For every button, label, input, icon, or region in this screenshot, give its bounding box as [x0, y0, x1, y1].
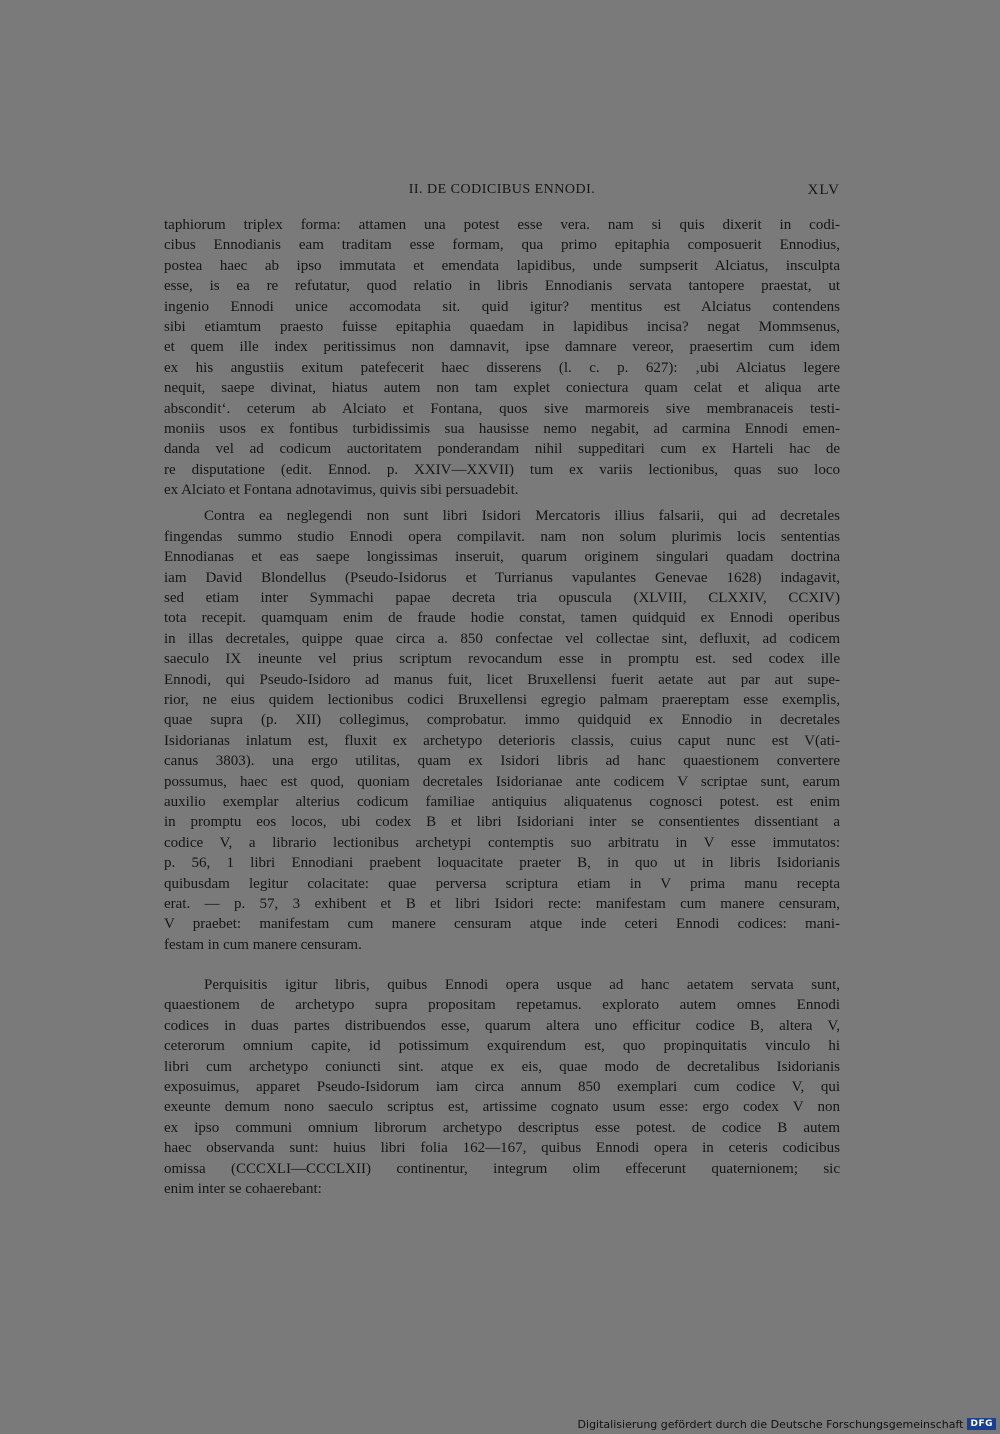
text-line: festam in cum manere censuram.	[164, 936, 362, 953]
text-line: ex his angustiis exitum patefecerit haec disserens (l. c. p. 627): ‚ubi Alciatus legere	[164, 359, 840, 376]
text-line: quibusdam legitur colacitate: quae perversa scriptura etiam in V prima manu recepta	[164, 875, 840, 892]
text-line: codice V, a librario lectionibus archetypi contemptis suo arbitratu in V esse immutatos:	[164, 834, 840, 851]
text-line: exeunte demum nono saeculo scriptus est, artissime cognato usum esse: ergo codex V non	[164, 1099, 840, 1116]
text-line: V praebet: manifestam cum manere censuram atque inde ceteri Ennodi codices: mani-	[164, 916, 840, 933]
footer-credit	[578, 1416, 996, 1432]
text-line: possumus, haec est quod, quoniam decretales Isidorianae ante codicem V scriptae sunt, earum	[164, 773, 840, 790]
text-line: Ennodi, qui Pseudo-Isidoro ad manus fuit, licet Bruxellensi fuerit aetate aut par aut supe-	[164, 671, 840, 688]
text-line: rior, ne eius quidem lectionibus codici Bruxellensi egregio palmam praereptam esse exemplis,	[164, 691, 840, 708]
text-line: in illas decretales, quippe quae circa a. 850 confectae vel collectae sint, defluxit, ad codicem	[164, 630, 840, 647]
paragraph	[164, 215, 840, 500]
text-line: auxilio exemplar alterius codicum familiae antiquius aliquatenus cognosci potest. est enim	[164, 793, 840, 810]
text-line: omissa (CCCXLI—CCCLXII) continentur, integrum olim effecerunt quaternionem; sic	[164, 1160, 840, 1177]
text-line: nequit, saepe divinat, hiatus autem non tam explet coniectura quam celat et aliqua arte	[164, 380, 840, 397]
text-line: fingendas summo studio Ennodi opera compilavit. nam non solum plurimis locis sententias	[164, 528, 840, 545]
text-line: et quem ille index peritissimus non damnavit, ipse damnare vereor, praesertim cum idem	[164, 339, 840, 356]
body-text	[164, 215, 840, 1205]
text-line: ex Alciato et Fontana adnotavimus, quivis sibi persuadebit.	[164, 482, 519, 499]
text-line: esse, is ea re refutatur, quod relatio in libris Ennodianis servata tantopere praestat, ut	[164, 278, 840, 295]
text-line: libri cum archetypo coniuncti sint. atque ex eis, quae modo de decretalibus Isidorianis	[164, 1058, 840, 1075]
text-line: enim inter se cohaerebant:	[164, 1180, 322, 1197]
text-line: cibus Ennodianis eam traditam esse formam, qua primo epitaphia composuerit Ennodius,	[164, 237, 840, 254]
text-line: codices in duas partes distribuendos esse, quarum altera uno efficitur codice B, altera V,	[164, 1017, 840, 1034]
paragraph	[164, 975, 840, 1199]
text-line: tota recepit. quamquam enim de fraude hodie constat, tamen quidquid ex Ennodi operibus	[164, 610, 840, 627]
text-line: saeculo IX ineunte vel prius scriptum revocandum esse in promptu est. sed codex ille	[164, 651, 840, 668]
text-line: ex ipso communi omnium librorum archetypo descriptus esse potest. de codice B autem	[164, 1119, 840, 1136]
text-line: moniis usos ex fontibus turbidissimis sua hausisse nemo negabit, ad carmina Ennodi emen-	[164, 420, 840, 437]
text-line: taphiorum triplex forma: attamen una potest esse vera. nam si quis dixerit in codi-	[164, 217, 840, 233]
running-head	[164, 182, 840, 204]
text-line: iam David Blondellus (Pseudo-Isidorus et Turrianus vapulantes Genevae 1628) indagavit,	[164, 569, 840, 586]
text-line: in promptu eos locos, ubi codex B et libri Isidoriani inter se consentientes dissentiant a	[164, 814, 840, 831]
text-line: Perquisitis igitur libris, quibus Ennodi opera usque ad hanc aetatem servata sunt,	[204, 977, 840, 994]
paragraph	[164, 506, 840, 955]
text-line: abscondit‘. ceterum ab Alciato et Fontana, quos sive marmoreis sive membranaceis testi-	[164, 400, 840, 417]
dfg-logo-icon: DFG	[967, 1418, 996, 1430]
text-line: canus 3803). una ergo utilitas, quam ex Isidori libris ad hanc quaestionem convertere	[164, 753, 840, 770]
text-line: re disputatione (edit. Ennod. p. XXIV—XXVII) tum ex variis lectionibus, quas suo loco	[164, 461, 840, 478]
text-line: Contra ea neglegendi non sunt libri Isidori Mercatoris illius falsarii, qui ad decretales	[204, 508, 840, 525]
text-line: p. 56, 1 libri Ennodiani praebent loquacitate praeter B, in quo ut in libris Isidorianis	[164, 855, 840, 872]
text-line: ingenio Ennodi unice accomodata sit. quid igitur? mentitus est Alciatus contendens	[164, 298, 840, 315]
footer-text: Digitalisierung gefördert durch die Deutsche Forschungsgemeinschaft	[577, 1417, 964, 1431]
text-line: erat. — p. 57, 3 exhibent et B et libri Isidori recte: manifestam cum manere censuram,	[164, 895, 840, 912]
text-line: postea haec ab ipso immutata et emendata lapidibus, unde sumpserit Alciatus, insculpta	[164, 257, 840, 274]
text-line: quae supra (p. XII) collegimus, comprobatur. immo quidquid ex Ennodio in decretales	[164, 712, 840, 729]
text-line: danda vel ad codicum auctoritatem ponderandam nihil suppeditari cum ex Harteli hac de	[164, 441, 840, 458]
text-line: Ennodianas et eas saepe longissimas inseruit, quarum originem singulari quadam doctrina	[164, 549, 840, 566]
text-line: Isidorianas inlatum est, fluxit ex archetypo deterioris classis, cuius caput nunc est V(ati-	[164, 732, 840, 749]
text-line: ceterorum omnium capite, id potissimum exquirendum est, quo propinquitatis vinculo hi	[164, 1038, 840, 1055]
page-number: XLV	[807, 182, 840, 198]
text-line: haec observanda sunt: huius libri folia 162—167, quibus Ennodi opera in ceteris codicibus	[164, 1140, 840, 1157]
text-line: sed etiam inter Symmachi papae decreta tria opuscula (XLVIII, CLXXIV, CCXIV)	[164, 590, 840, 607]
text-line: exposuimus, apparet Pseudo-Isidorum iam circa annum 850 exemplari cum codice V, qui	[164, 1079, 840, 1096]
text-line: quaestionem de archetypo supra propositam repetamus. explorato autem omnes Ennodi	[164, 997, 840, 1014]
running-title: II. DE CODICIBUS ENNODI.	[408, 182, 596, 197]
text-line: sibi etiamtum praesto fuisse epitaphia quaedam in lapidibus incisa? negat Mommsenus,	[164, 318, 840, 335]
